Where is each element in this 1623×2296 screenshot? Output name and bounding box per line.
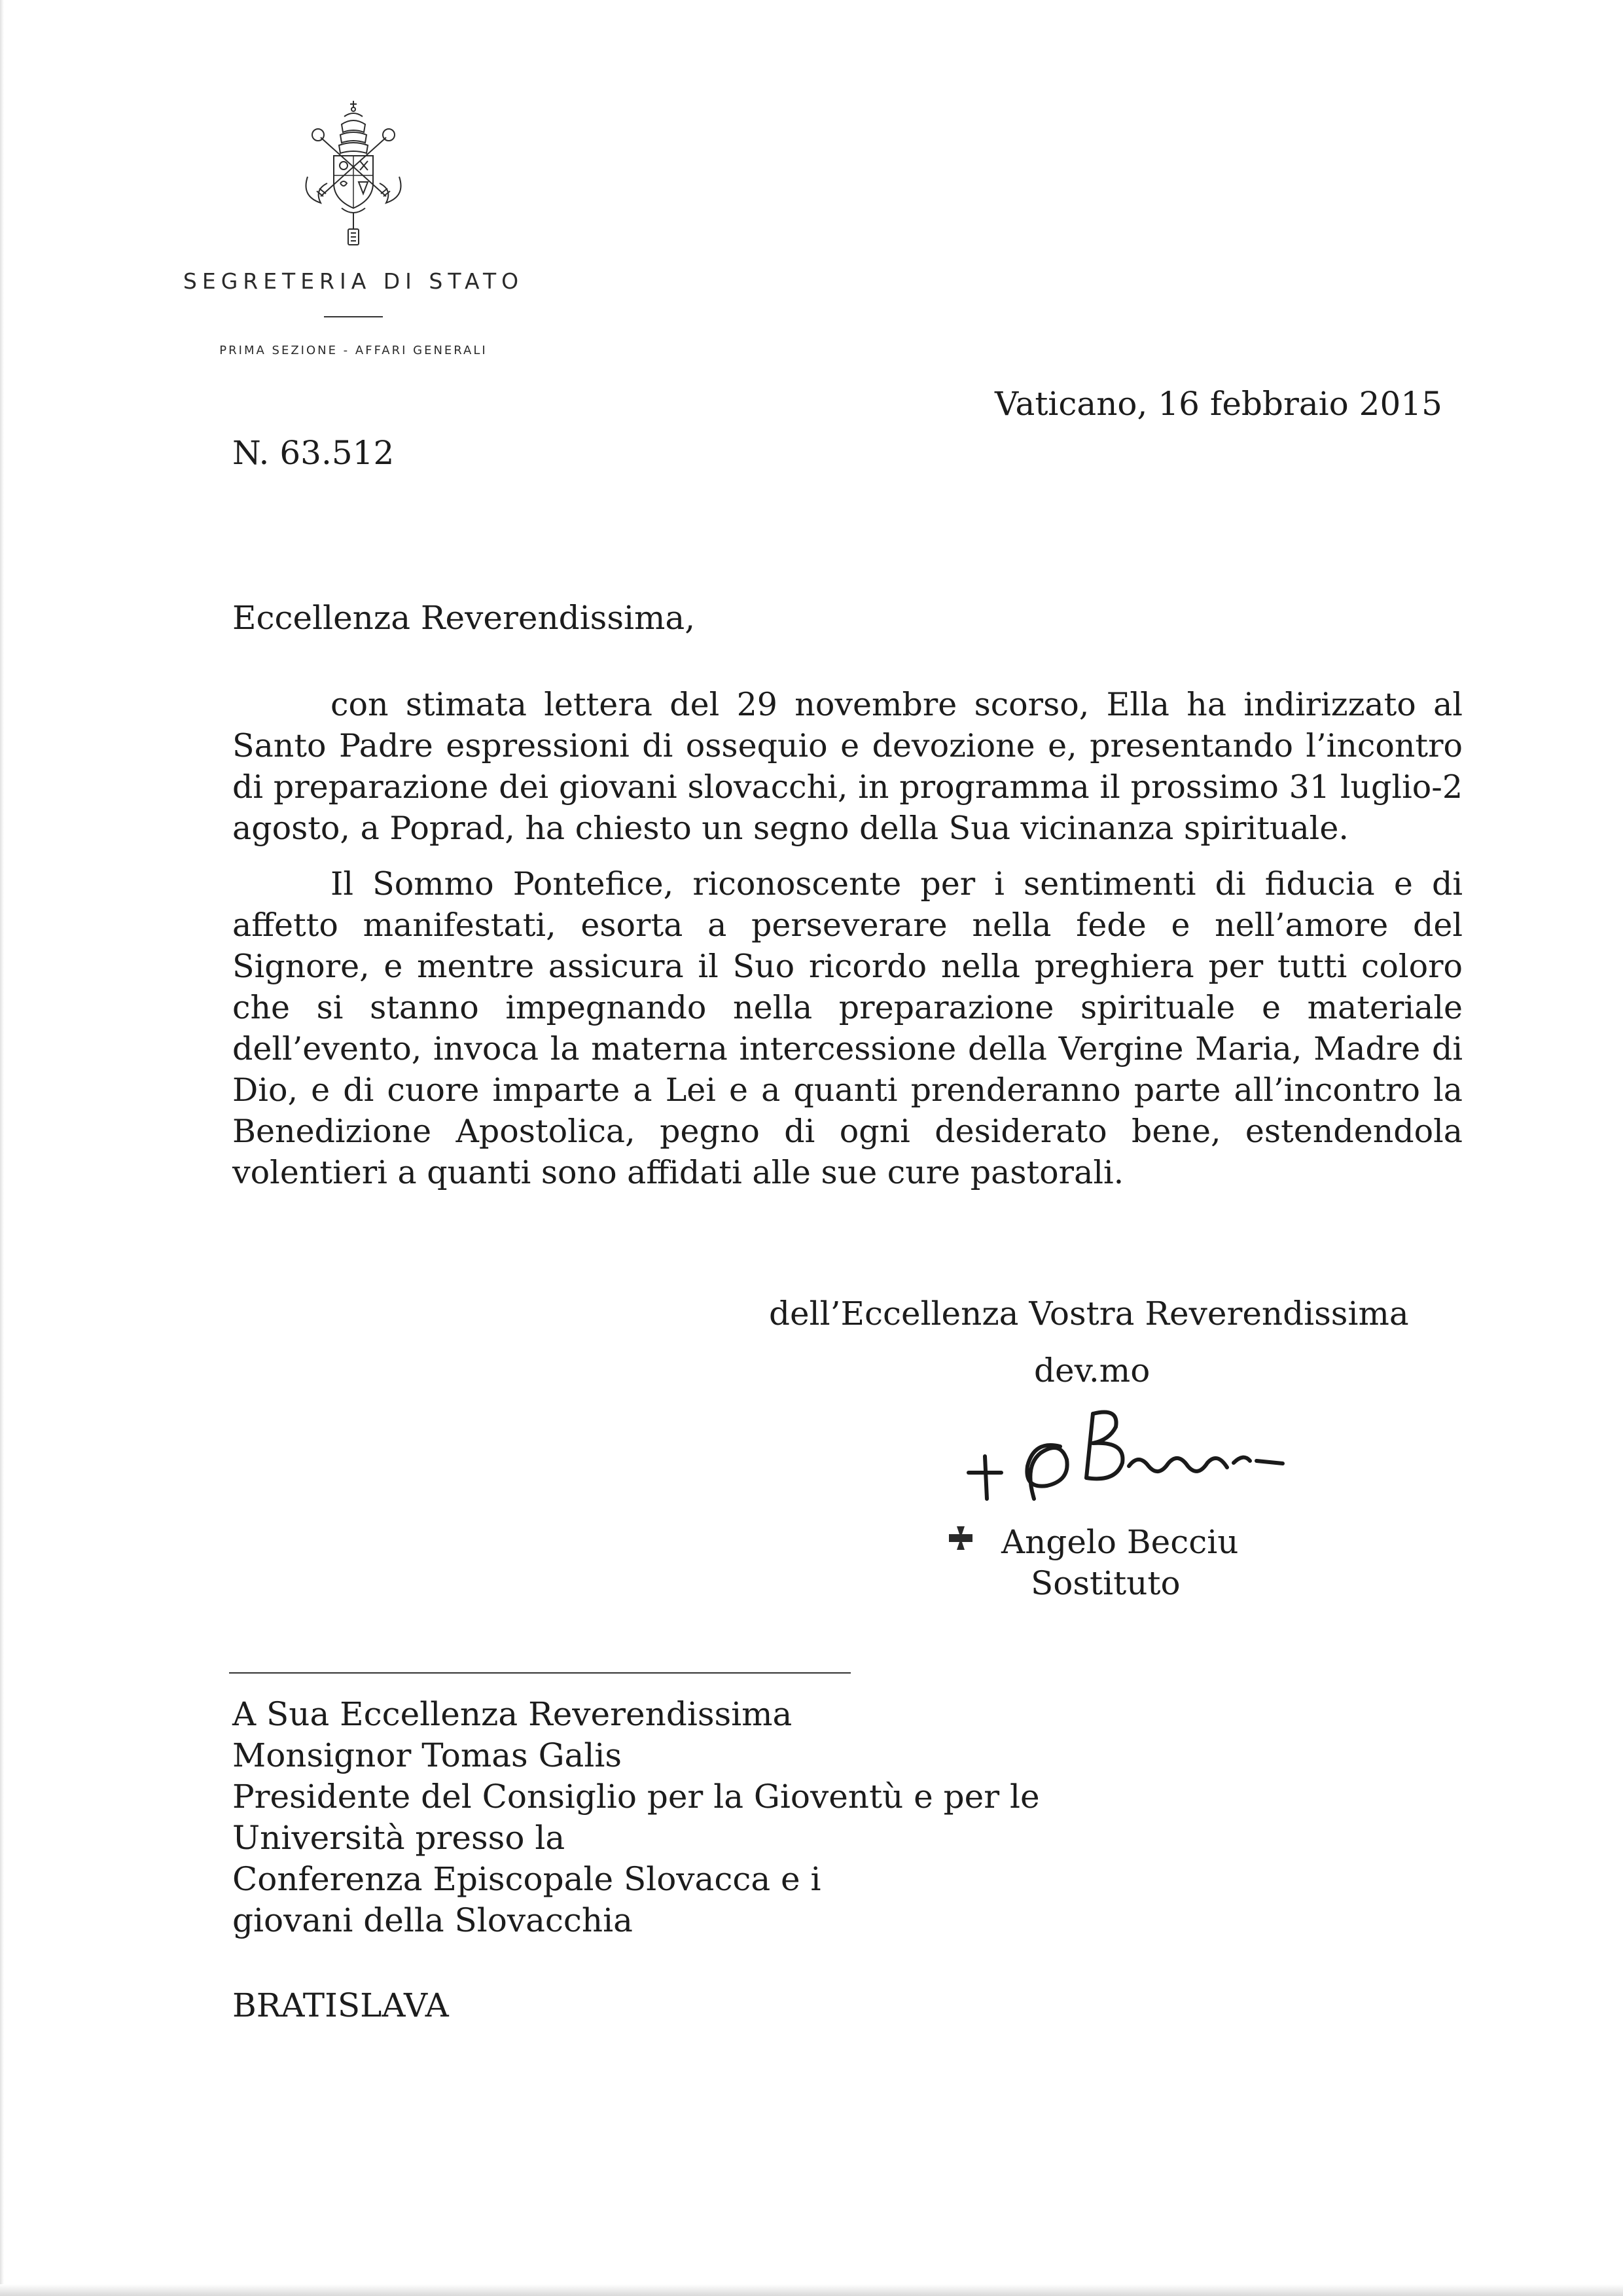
handwritten-signature-icon <box>962 1401 1302 1512</box>
closing-formula: dell’Eccellenza Vostra Reverendissima <box>769 1295 1409 1333</box>
closing-abbreviation: dev.mo <box>1034 1352 1150 1390</box>
papal-coat-of-arms-icon <box>294 98 412 249</box>
office-name: SEGRETERIA DI STATO <box>183 268 524 294</box>
salutation: Eccellenza Reverendissima, <box>232 599 696 637</box>
letterhead-divider <box>324 316 383 317</box>
signer-name: Angelo Becciu <box>1001 1523 1239 1561</box>
office-section: PRIMA SEZIONE - AFFARI GENERALI <box>219 344 488 357</box>
addressee-line: Università presso la <box>232 1819 565 1857</box>
page-left-edge <box>0 0 4 2296</box>
letter-body <box>232 684 1463 1208</box>
signer-title: Sostituto <box>1031 1564 1181 1602</box>
protocol-number: N. 63.512 <box>232 434 395 472</box>
letterhead <box>118 98 589 357</box>
place-date: Vaticano, 16 febbraio 2015 <box>995 385 1442 423</box>
addressee-line: giovani della Slovacchia <box>232 1901 633 1939</box>
addressee-line: Conferenza Episcopale Slovacca e i <box>232 1860 821 1898</box>
addressee-line: Monsignor Tomas Galis <box>232 1736 622 1774</box>
episcopal-cross-icon <box>948 1525 974 1551</box>
body-paragraph-1: con stimata lettera del 29 novembre scorso, Ella ha indirizzato al Santo Padre espressioni di ossequio e devozione e, presentando l’incontro di preparazione dei giovani slovacchi, in programma il prossimo 31 luglio-2 agosto, a Poprad, ha chiesto un segno della Sua vicinanza spirituale. <box>232 686 1463 847</box>
addressee-city: BRATISLAVA <box>232 1986 449 2024</box>
addressee-line: A Sua Eccellenza Reverendissima <box>232 1695 793 1733</box>
page-bottom-edge <box>0 2284 1623 2296</box>
addressee-divider <box>229 1672 851 1674</box>
addressee-line: Presidente del Consiglio per la Gioventù e per le <box>232 1778 1040 1816</box>
addressee-block <box>232 1694 1040 1941</box>
body-paragraph-2: Il Sommo Pontefice, riconoscente per i sentimenti di fiducia e di affetto manifestati, esorta a perseverare nella fede e nell’amore del Signore, e mentre assicura il Suo ricordo nella preghiera per tutti coloro che si stanno impegnando nella preparazione spirituale e materiale dell’evento, invoca la materna intercessione della Vergine Maria, Madre di Dio, e di cuore imparte a Lei e a quanti prenderanno parte all’incontro la Benedizione Apostolica, pegno di ogni desiderato bene, estendendola volentieri a quanti sono affidati alle sue cure pastorali. <box>232 865 1463 1191</box>
